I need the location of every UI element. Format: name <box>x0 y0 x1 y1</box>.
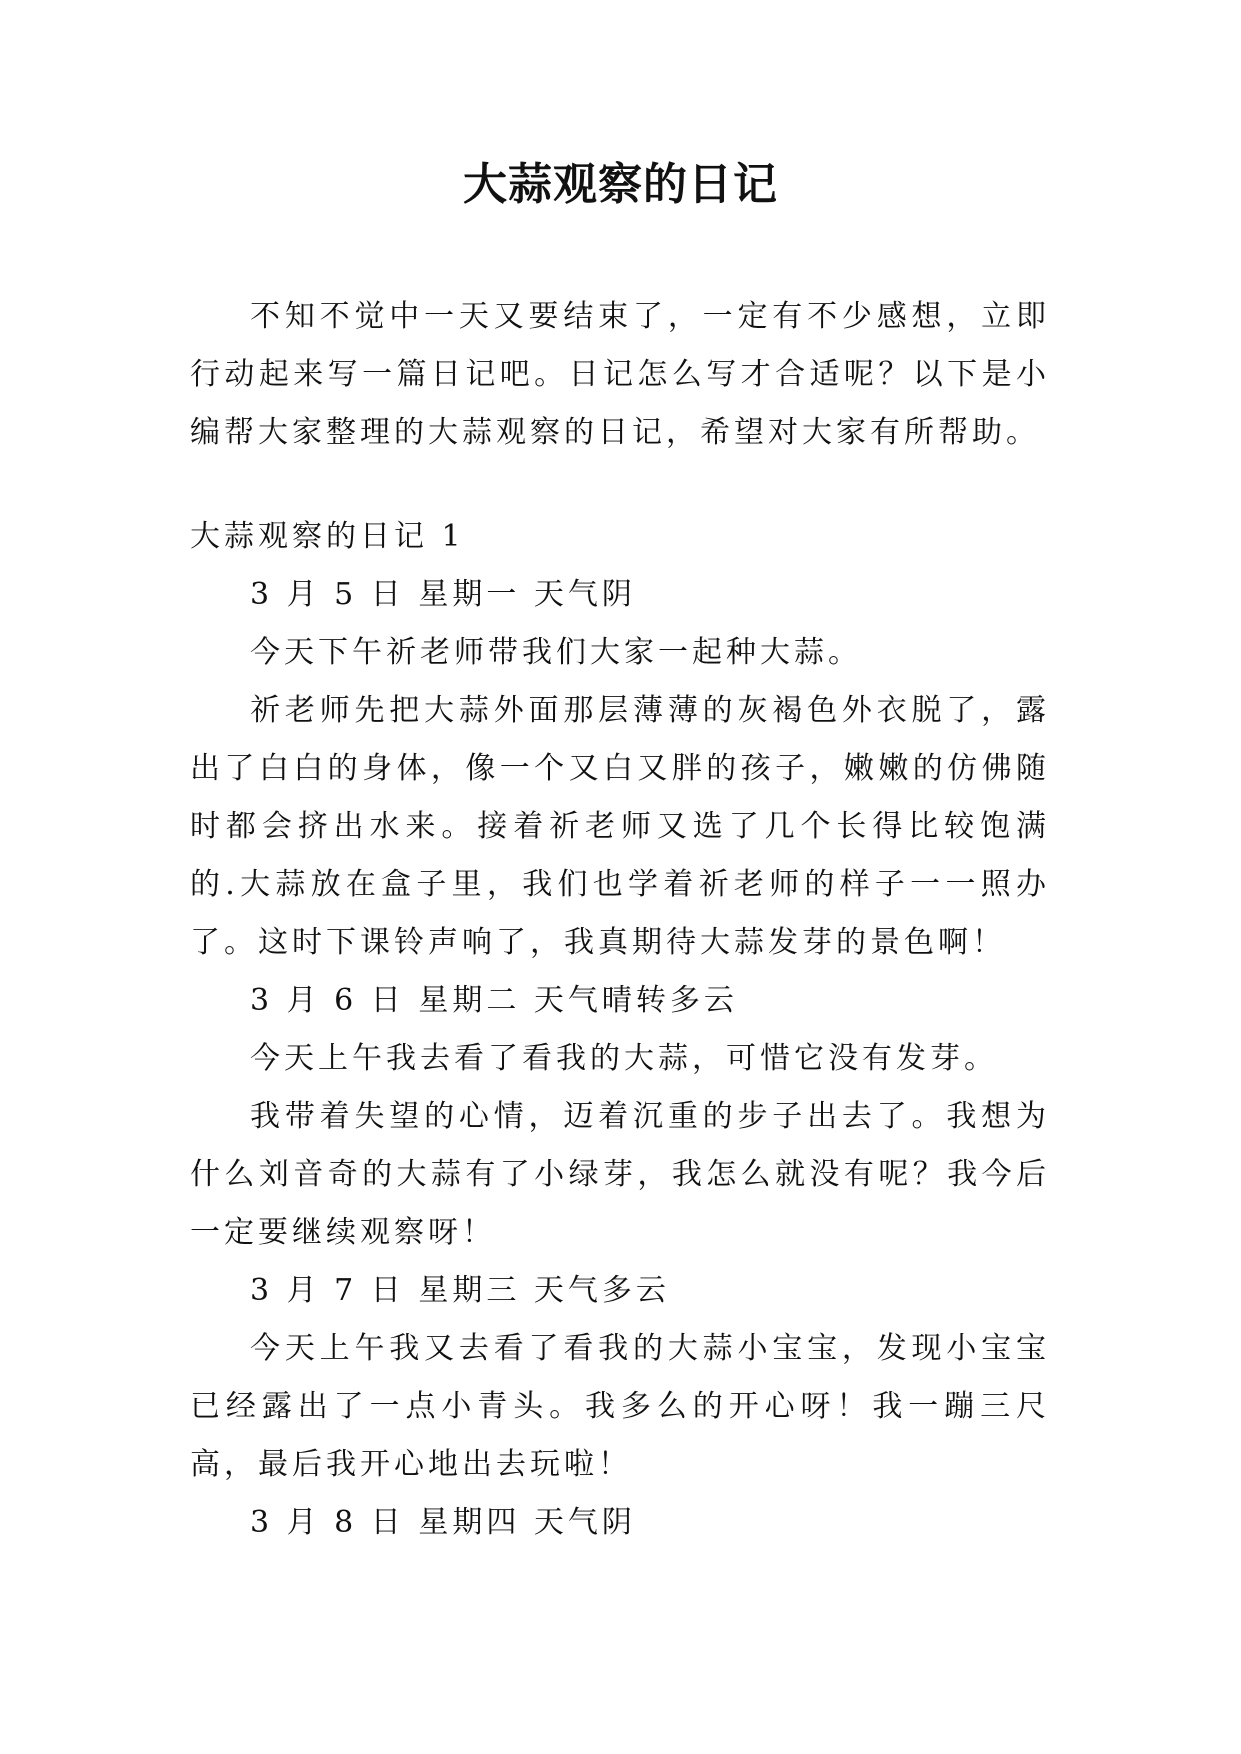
section-heading: 大蒜观察的日记 1 <box>190 519 465 554</box>
entry-paragraph-2: 祈老师先把大蒜外面那层薄薄的灰褐色外衣脱了，露出了白白的身体，像一个又白又胖的孩子，嫩嫩的仿佛随时都会挤出水来。接着祈老师又选了几个长得比较饱满的.大蒜放在盒子里，我们也学着祈老师的样子一一照办了。这时下课铃声响了，我真期待大蒜发芽的景色啊！ <box>190 693 1050 960</box>
entry-date-4: 3 月 8 日 星期四 天气阴 <box>250 1505 636 1540</box>
entry-date-1: 3 月 5 日 星期一 天气阴 <box>250 577 636 612</box>
entry-paragraph-4: 我带着失望的心情，迈着沉重的步子出去了。我想为什么刘音奇的大蒜有了小绿芽，我怎么就没有呢？我今后一定要继续观察呀！ <box>190 1099 1050 1250</box>
entry-paragraph-5: 今天上午我又去看了看我的大蒜小宝宝，发现小宝宝已经露出了一点小青头。我多么的开心呀！我一蹦三尺高，最后我开心地出去玩啦！ <box>190 1331 1050 1482</box>
entry-paragraph-1: 今天下午祈老师带我们大家一起种大蒜。 <box>250 635 862 670</box>
entry-date-3: 3 月 7 日 星期三 天气多云 <box>250 1273 670 1308</box>
document-title: 大蒜观察的日记 <box>463 159 778 210</box>
document-body <box>190 288 1050 1552</box>
entry-paragraph-3: 今天上午我去看了看我的大蒜，可惜它没有发芽。 <box>250 1041 998 1076</box>
intro-paragraph: 不知不觉中一天又要结束了，一定有不少感想，立即行动起来写一篇日记吧。日记怎么写才合适呢？以下是小编帮大家整理的大蒜观察的日记，希望对大家有所帮助。 <box>190 299 1050 450</box>
entry-date-2: 3 月 6 日 星期二 天气晴转多云 <box>250 983 738 1018</box>
